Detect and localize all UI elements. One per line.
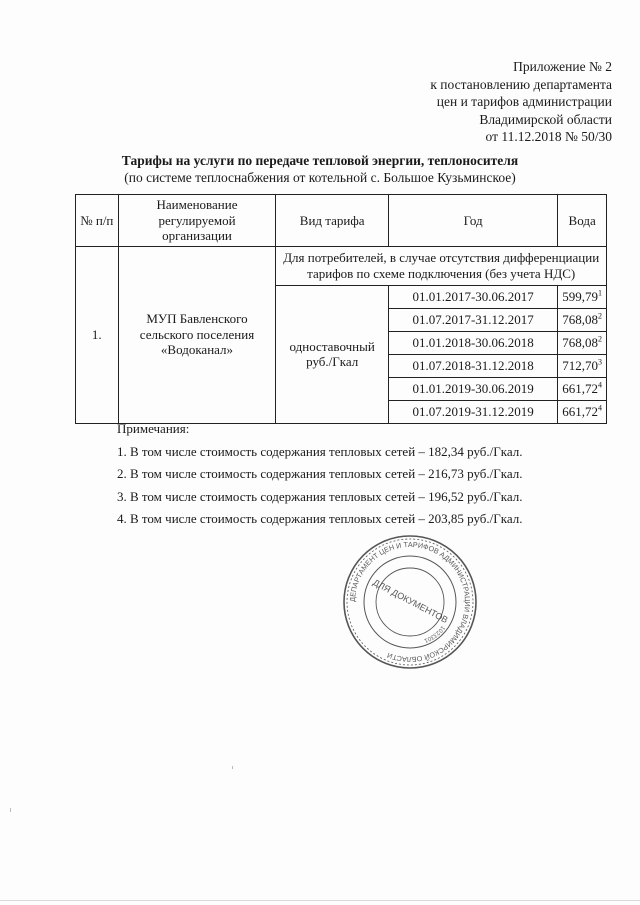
title-sub: (по системе теплоснабжения от котельной с. Большое Кузьминское)	[124, 170, 516, 185]
title-main: Тарифы на услуги по передаче тепловой энергии, теплоносителя	[121, 153, 519, 168]
value-text: 661,72	[562, 380, 598, 396]
appendix-line: от 11.12.2018 № 50/30	[485, 129, 612, 144]
table-row	[76, 246, 607, 285]
period-cell: 01.07.2017-31.12.2017	[389, 308, 558, 331]
value-cell	[558, 285, 607, 308]
value-cell	[558, 354, 607, 377]
value-text: 768,08	[562, 334, 598, 350]
scan-speck	[232, 766, 233, 769]
note-ref: 2	[598, 311, 602, 321]
value-cell	[558, 377, 607, 400]
header-num: № п/п	[76, 195, 119, 247]
value-cell	[558, 308, 607, 331]
note-ref: 4	[598, 380, 602, 390]
value-text: 661,72	[562, 403, 598, 419]
period-cell: 01.07.2019-31.12.2019	[389, 400, 558, 423]
consumers-note: Для потребителей, в случае отсутствия дифференциации тарифов по схеме подключения (без учета НДС)	[276, 246, 607, 285]
table-header-row	[76, 195, 607, 247]
scan-speck	[10, 808, 11, 812]
tariff-type: одноставочный руб./Гкал	[276, 285, 389, 423]
note-item: 4. В том числе стоимость содержания тепловых сетей – 203,85 руб./Гкал.	[117, 511, 523, 526]
period-cell: 01.01.2019-30.06.2019	[389, 377, 558, 400]
scan-edge-line	[0, 900, 640, 901]
note-item: 3. В том числе стоимость содержания тепловых сетей – 196,52 руб./Гкал.	[117, 488, 523, 504]
stamp-ring-textpath: ДЕПАРТАМЕНТ ЦЕН И ТАРИФОВ АДМИНИСТРАЦИИ ВЛАДИМИРСКОЙ ОБЛАСТИ	[347, 539, 473, 665]
official-stamp	[340, 532, 480, 672]
value-text: 768,08	[562, 311, 598, 327]
header-year: Год	[389, 195, 558, 247]
note-ref: 3	[598, 357, 602, 367]
value-cell	[558, 400, 607, 423]
note-item: 1. В том числе стоимость содержания тепловых сетей – 182,34 руб./Гкал.	[117, 443, 523, 459]
header-org: Наименование регулируемой организации	[118, 195, 276, 247]
value-text: 712,70	[562, 357, 598, 373]
note-item: 2. В том числе стоимость содержания тепловых сетей – 216,73 руб./Гкал.	[117, 466, 523, 481]
org-name: МУП Бавленского сельского поселения «Водоканал»	[118, 246, 276, 423]
stamp-inner-text	[423, 624, 446, 643]
stamp-inner-textpath: 1023301	[423, 624, 446, 644]
note-ref: 2	[598, 334, 602, 344]
note-ref: 4	[598, 403, 602, 413]
period-cell: 01.01.2018-30.06.2018	[389, 331, 558, 354]
appendix-line: цен и тарифов администрации	[436, 94, 612, 109]
notes-section	[117, 418, 523, 531]
appendix-header	[430, 58, 612, 146]
stamp-center-text: ДЛЯ ДОКУМЕНТОВ	[371, 577, 450, 626]
value-cell	[558, 331, 607, 354]
notes-heading: Примечания:	[117, 421, 190, 436]
header-type: Вид тарифа	[276, 195, 389, 247]
document-title	[0, 152, 640, 186]
appendix-line: Владимирской области	[479, 111, 612, 127]
row-number: 1.	[76, 246, 119, 423]
tariff-table	[75, 194, 607, 424]
note-ref: 1	[598, 288, 602, 298]
appendix-line: Приложение № 2	[513, 59, 612, 74]
value-text: 599,79	[562, 288, 598, 304]
period-cell: 01.01.2017-30.06.2017	[389, 285, 558, 308]
period-cell: 01.07.2018-31.12.2018	[389, 354, 558, 377]
appendix-line: к постановлению департамента	[430, 76, 612, 92]
header-water: Вода	[558, 195, 607, 247]
